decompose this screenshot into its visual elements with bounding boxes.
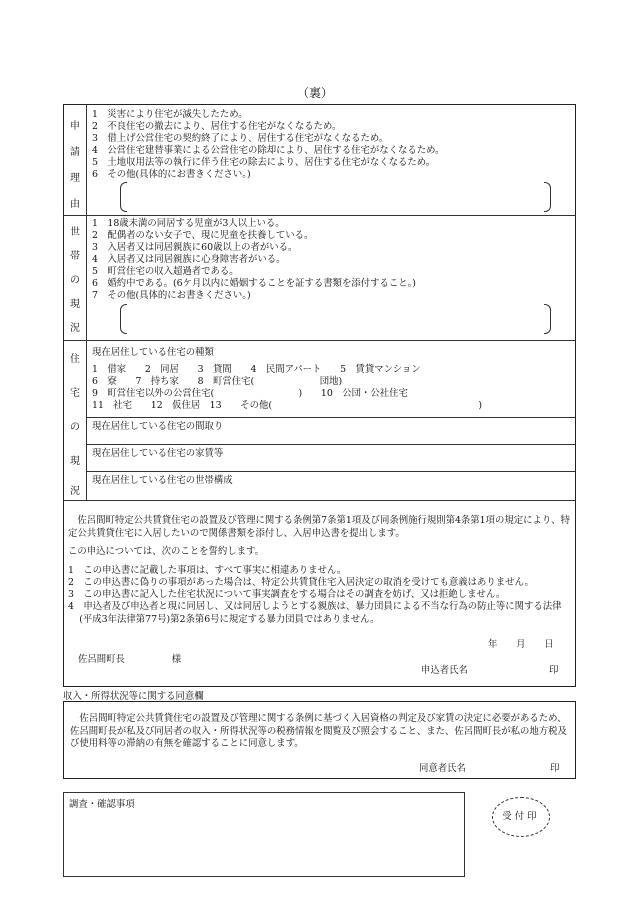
housing-rooms-label: 現在居住している住宅の間取り — [92, 421, 224, 432]
household-item[interactable]: 2 配偶者のない女子で、現に児童を扶養している。 — [92, 230, 314, 241]
household-label-char: 況 — [70, 323, 80, 334]
reason-label — [64, 105, 86, 213]
reason-item[interactable]: 1 災害により住宅が滅失したため。 — [92, 109, 248, 120]
application-form-frame — [63, 104, 576, 687]
housing-label-char: 住 — [70, 354, 80, 365]
reason-item[interactable]: 6 その他(具体的にお書きください。) — [92, 169, 251, 180]
household-other-bracket-right — [544, 304, 551, 334]
housing-type-line[interactable]: 9 町営住宅以外の公営住宅( ) 10 公団・公社住宅 — [92, 388, 408, 399]
household-item[interactable]: 4 入居者又は同居親族に心身障害者がいる。 — [92, 254, 286, 265]
applicant-seal: 印 — [549, 665, 559, 676]
household-label-char: の — [70, 275, 80, 286]
household-item[interactable]: 3 入居者又は同居親族に60歳以上の者がいる。 — [92, 242, 298, 253]
pledge-item: 1 この申込書に記載した事項は、すべて事実に相違ありません。 — [68, 565, 347, 576]
consent-signer-label: 同意者氏名 — [419, 763, 466, 774]
household-item[interactable]: 7 その他(具体的にお書きください。) — [92, 290, 251, 301]
check-items-label: 調査・確認事項 — [69, 799, 135, 810]
consent-signer-field[interactable] — [476, 761, 540, 775]
housing-family-field[interactable] — [86, 472, 575, 500]
household-item[interactable]: 5 町営住宅の収入超過者である。 — [92, 266, 239, 277]
household-label-char: 世 — [70, 227, 80, 238]
housing-label-char: の — [70, 422, 80, 433]
pledge-item: 4 申込者及び申込者と現に同居し、又は同居しようとする親族は、暴力団員による不当な行為の防止等に関する法律(平成3年法律第77号)第2条第6号に規定する暴力団員ではありません。 — [68, 601, 562, 625]
consent-body: 佐呂間町特定公共賃貸住宅の設置及び管理に関する条例に基づく入居資格の判定及び家賃の決定に必要があるため、佐呂間町長が私及び同居者の収入・所得状況等の税務情報を閲覧及び照会すること、また、佐呂間町長が私の地方税及び使用料等の滞納の有無を確認することに同意します。 — [70, 713, 567, 749]
pledge-item: 3 この申込書に記入した住宅状況について事実調査をする場合はその調査を妨げ、又は拒絶しません。 — [68, 589, 506, 600]
reason-label-char: 申 — [70, 121, 80, 132]
pledge-heading: この申込については、次のことを誓約します。 — [68, 546, 264, 557]
section-divider — [63, 500, 576, 501]
section-divider — [63, 215, 576, 216]
household-label-char: 帯 — [70, 251, 80, 262]
reason-item[interactable]: 4 公営住宅建替事業による公営住宅の除却により、居住する住宅がなくなるため。 — [92, 145, 445, 156]
household-item[interactable]: 6 婚約中である。(6ケ月以内に婚姻することを証する書類を添付すること。) — [92, 278, 416, 289]
housing-label-char: 況 — [70, 486, 80, 497]
reason-label-char: 由 — [70, 199, 80, 210]
reason-item[interactable]: 3 借上げ公営住宅の契約終了により、居住する住宅がなくなるため。 — [92, 133, 389, 144]
housing-family-label: 現在居住している住宅の世帯構成 — [92, 475, 233, 486]
household-item[interactable]: 1 18歳未満の同居する児童が3人以上いる。 — [92, 218, 285, 229]
reason-other-field[interactable] — [128, 184, 542, 208]
application-date[interactable]: 年 月 日 — [488, 639, 554, 650]
household-other-field[interactable] — [128, 306, 542, 330]
section-divider — [63, 340, 576, 341]
household-label-char: 現 — [70, 299, 80, 310]
housing-type-line[interactable]: 1 借家 2 同居 3 貸間 4 民間アパート 5 賃貸マンション — [92, 364, 421, 375]
housing-rent-label: 現在居住している住宅の家賃等 — [92, 448, 224, 459]
household-other-bracket-left — [120, 304, 127, 334]
housing-type-line[interactable]: 6 寮 7 持ち家 8 町営住宅( 団地) — [92, 376, 343, 387]
housing-label — [64, 340, 86, 500]
reception-stamp: 受付印 — [492, 797, 550, 837]
applicant-name-label: 申込者氏名 — [421, 665, 468, 676]
housing-label-char: 現 — [70, 456, 80, 467]
consent-title: 収入・所得状況等に関する同意欄 — [63, 691, 204, 702]
consent-seal: 印 — [550, 763, 560, 774]
housing-rooms-field[interactable] — [86, 418, 575, 444]
reason-other-bracket-right — [544, 182, 551, 212]
housing-rent-field[interactable] — [86, 445, 575, 471]
reason-other-bracket-left — [120, 182, 127, 212]
page-title: （裏） — [296, 86, 333, 100]
household-label — [64, 215, 86, 339]
reason-item[interactable]: 2 不良住宅の撤去により、居住する住宅がなくなるため。 — [92, 121, 342, 132]
applicant-name-field[interactable] — [484, 663, 544, 677]
addressee: 佐呂間町長 様 — [78, 654, 182, 665]
reason-item[interactable]: 5 土地収用法等の執行に伴う住宅の除去により、居住する住宅がなくなるため。 — [92, 157, 436, 168]
reason-label-char: 請 — [70, 147, 80, 158]
reason-label-char: 理 — [70, 173, 80, 184]
housing-type-heading: 現在居住している住宅の種類 — [92, 347, 214, 358]
consent-box — [63, 701, 576, 779]
application-intro: 佐呂間町特定公共賃貸住宅の設置及び管理に関する条例第7条第1項及び同条例施行規則第4条第1項の規定により、特定公共賃貸住宅に入居したいので関係書類を添付し、入居申込書を提出します。 — [68, 515, 571, 539]
check-items-box[interactable] — [63, 792, 465, 877]
housing-label-char: 宅 — [70, 388, 80, 399]
pledge-item: 2 この申込書に偽りの事項があった場合は、特定公共賃貸住宅入居決定の取消を受けても意義はありません。 — [68, 577, 534, 588]
housing-type-line[interactable]: 11 社宅 12 仮住居 13 その他( ) — [92, 400, 482, 411]
